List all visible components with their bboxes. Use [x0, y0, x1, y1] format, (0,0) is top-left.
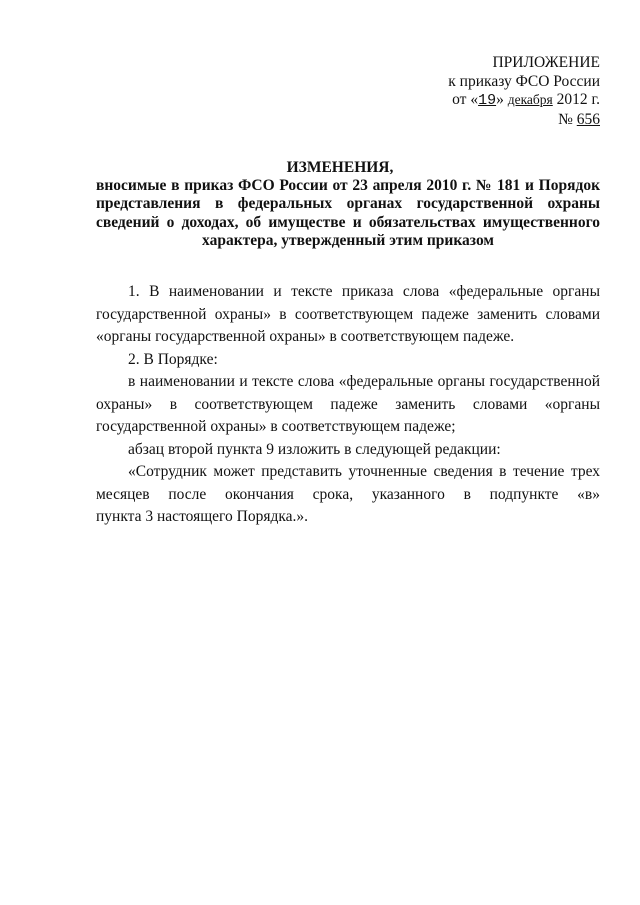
paragraph-4: абзац второй пункта 9 изложить в следующей редакции:	[128, 440, 501, 458]
subtitle-line: характера, утвержденный этим приказом	[202, 231, 494, 249]
date-prefix: от «	[452, 91, 479, 108]
date-month: декабря	[507, 92, 553, 107]
appendix-number-line	[400, 111, 600, 130]
paragraph-3-line: государственной охраны» в соответствующем падеже;	[96, 418, 456, 435]
paragraph-5-line: месяцев после окончания срока, указанного в подпункте «в»	[96, 485, 600, 503]
paragraph-5-line: пункта 3 настоящего Порядка.».	[96, 508, 309, 525]
appendix-title: ПРИЛОЖЕНИЕ	[492, 54, 600, 71]
subtitle-line: сведений о доходах, об имуществе и обязательствах имущественного	[96, 213, 600, 231]
subtitle-line: представления в федеральных органах государственной охраны	[96, 195, 600, 213]
subtitle-line: вносимые в приказ ФСО России от 23 апреля 2010 г. № 181 и Порядок	[96, 177, 600, 194]
number-prefix: №	[558, 110, 577, 128]
paragraph-1-line: «органы государственной охраны» в соответствующем падеже.	[96, 328, 515, 345]
date-mid: »	[496, 91, 508, 108]
number-value: 656	[576, 110, 600, 128]
paragraph-3-line: в наименовании и тексте слова «федеральные органы государственной	[128, 373, 600, 390]
date-day: 19	[478, 92, 497, 109]
date-year: 2012 г.	[552, 91, 600, 108]
appendix-block	[400, 54, 600, 129]
paragraph-1-line: государственной охраны» в соответствующем падеже заменить словами	[96, 305, 600, 323]
paragraph-3-line: охраны» в соответствующем падеже заменить словами «органы	[96, 395, 600, 413]
paragraph-1-line: 1. В наименовании и тексте приказа слова «федеральные органы	[128, 283, 600, 300]
document-body	[96, 281, 600, 529]
document-title: ИЗМЕНЕНИЯ,	[286, 159, 394, 176]
paragraph-5-line: «Сотрудник может представить уточненные сведения в течение трех	[128, 463, 600, 480]
appendix-order-line: к приказу ФСО России	[448, 72, 600, 90]
document-subtitle	[96, 177, 600, 250]
appendix-date-line	[400, 91, 600, 111]
paragraph-2: 2. В Порядке:	[128, 350, 218, 368]
